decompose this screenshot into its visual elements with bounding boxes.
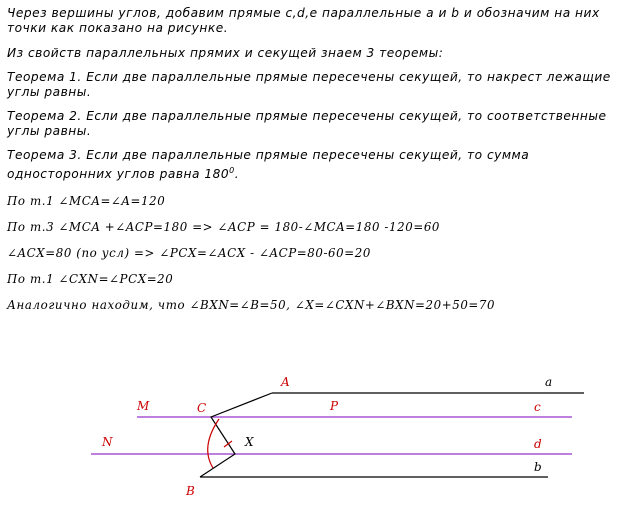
theorem-1 xyxy=(7,70,619,100)
label-line-a: a xyxy=(545,375,553,389)
intro-paragraph: Через вершины углов, добавим прямые c,d,e параллельные a и b и обозначим на них точки как показано на рисунке. xyxy=(7,6,600,35)
theorem-tail: . xyxy=(234,167,240,182)
calc-line-5: Аналогично находим, что ∠BXN=∠B=50, ∠X=∠CXN+∠BXN=20+50=70 xyxy=(7,298,496,313)
solution-text xyxy=(7,6,619,324)
label-a: A xyxy=(281,375,290,389)
theorem-text: Если две параллельные прямые пересечены секущей, то накрест лежащие углы равны. xyxy=(7,70,611,99)
geometry-diagram xyxy=(0,365,625,505)
theorem-3 xyxy=(7,148,619,182)
label-b: B xyxy=(186,484,195,498)
theorem-label: Теорема 1. xyxy=(7,70,82,84)
theorem-2 xyxy=(7,109,619,139)
theorem-label: Теорема 2. xyxy=(7,109,82,123)
degree-superscript: 0 xyxy=(229,166,235,175)
theorem-text: Если две параллельные прямые пересечены секущей, то соответственные углы равны. xyxy=(7,109,607,138)
theorem-label: Теорема 3. xyxy=(7,148,82,162)
label-line-c: c xyxy=(534,400,541,414)
calc-line-1: По т.1 ∠MCA=∠A=120 xyxy=(7,194,166,209)
theorem-text: Если две параллельные прямые пересечены секущей, то сумма односторонних углов равна 180 xyxy=(7,148,530,182)
theorems-intro: Из свойств параллельных прямих и секущей знаем 3 теоремы: xyxy=(7,46,444,60)
calc-line-2: По т.3 ∠MCA +∠ACP=180 => ∠ACP = 180-∠MCA=180 -120=60 xyxy=(7,220,441,235)
calc-line-3: ∠ACX=80 (по усл) => ∠PCX=∠ACX - ∠ACP=80-60=20 xyxy=(7,246,371,261)
label-line-b: b xyxy=(534,460,542,474)
label-c: C xyxy=(197,401,207,415)
label-n: N xyxy=(102,435,113,449)
calc-line-4: По т.1 ∠CXN=∠PCX=20 xyxy=(7,272,174,287)
label-p: P xyxy=(330,399,339,413)
label-line-d: d xyxy=(534,437,542,451)
label-x: X xyxy=(245,435,254,449)
angle-tick xyxy=(224,441,232,447)
label-m: M xyxy=(137,399,150,413)
